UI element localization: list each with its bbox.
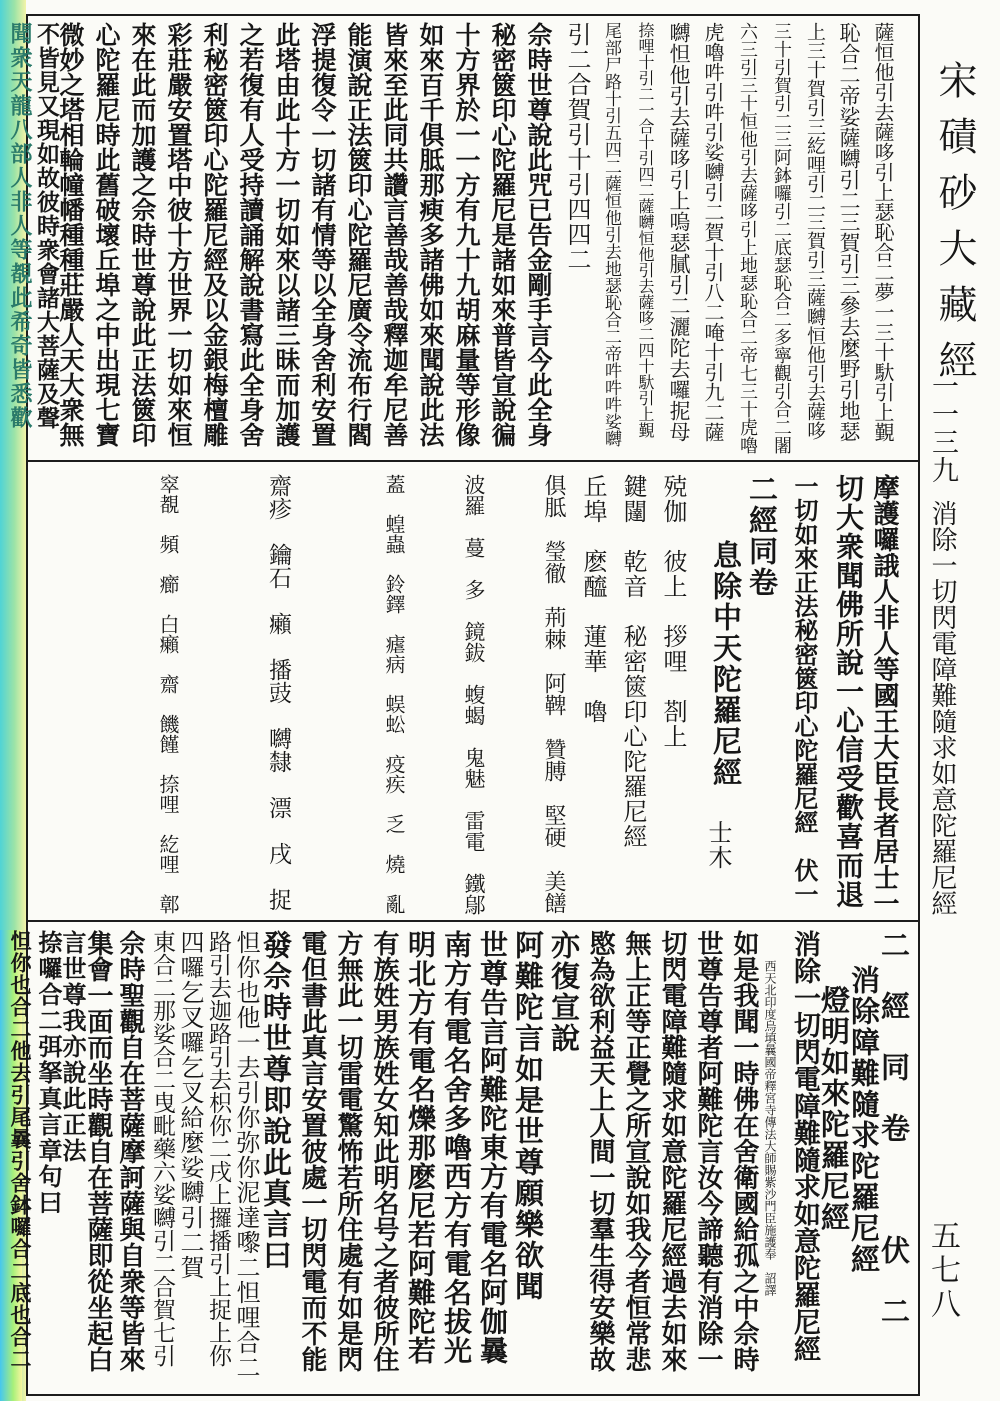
- glossary-column: 蓋 蝗蟲 鈴鐸 瘧病 蜈蚣 疫疾 乏 燒 亂: [382, 474, 406, 914]
- colophon-column: 一切如來正法秘密篋印心陀羅尼經 伏一: [790, 474, 819, 906]
- text-column: 東合二那娑合二曳毗藥六娑嚩引二合賀七引: [149, 930, 175, 1367]
- text-column: 阿難陀言如是世尊願樂欲聞: [511, 930, 545, 1302]
- text-column: 來在此而加護之佘時世尊說此正法篋印: [128, 22, 157, 447]
- section-divider-top: [26, 460, 918, 462]
- text-column: 六三引三十恒他引去薩哆引上地瑟恥合二帝七三十虎嚕: [737, 22, 758, 454]
- text-column: 利秘密篋印心陀羅尼經及以金銀梅檀雕: [200, 22, 229, 447]
- text-column: 四囉乞叉囉乞叉給麼娑嚩引二賀: [176, 930, 204, 1280]
- text-column: 切閃電障難隨求如意陀羅尼經過去如來: [657, 930, 687, 1372]
- text-column: 電但書此真言安置彼處一切閃電而不能: [297, 930, 327, 1372]
- text-column: 聞衆天龍八部人非人等覩此希奇皆悉歡: [7, 22, 33, 430]
- text-column: 怛你也他一去引你弥你泥達嚟二怛哩合二: [232, 930, 260, 1380]
- colophon-column: 二經同卷: [745, 474, 779, 598]
- text-column: 微妙之塔相輪幢幡種種莊嚴人天大衆無: [56, 22, 85, 447]
- text-column: 彩莊嚴安置塔中彼十方世界一切如來恒: [164, 22, 193, 447]
- colophon-column: 士木: [704, 820, 732, 870]
- text-column: 心陀羅尼時此舊破壞丘埠之中出現七寶: [92, 22, 121, 447]
- colophon-column: 摩護囉誐人非人等國王大臣長者居士一: [869, 474, 899, 916]
- section-divider-bottom: [26, 920, 918, 922]
- text-column: 佘時世尊說此咒已告金剛手言今此全身: [524, 22, 553, 447]
- glossary-column: 齋疹 鑰石 癩 播豉 嚩隸 漂 戌 捉: [265, 474, 291, 911]
- sutra-running-title: 消除一切閃電障難隨求如意陀羅尼經: [927, 500, 957, 916]
- glossary-column: 鍵闥 乾音 秘密篋印心陀羅尼經: [619, 474, 647, 849]
- text-column: 如來百千俱胝那瘐多諸佛如來聞說此法: [416, 22, 445, 447]
- text-column: 此塔由此十方一切如來以諸三昧而加護: [272, 22, 301, 447]
- collection-title: 宋磧砂大藏經: [932, 60, 977, 396]
- text-column: 三十引賀引二三阿鉢囉引二底瑟恥合二多寧觀引合二闍: [771, 22, 792, 454]
- text-column: 薩恒他引去薩哆引上瑟恥合二夢一三十馱引上覲: [871, 22, 895, 442]
- text-column: 上三十賀引三紇哩引二三賀引三薩嚩恒他引去薩哆: [804, 22, 826, 440]
- page-number: 五七八: [925, 1220, 960, 1322]
- text-column: 言世尊我亦說此正法: [58, 930, 87, 1164]
- text-column: 集會一面而坐時觀自在菩薩即從坐起白: [83, 930, 113, 1372]
- text-column: 虎嚕吽引吽引娑嚩引二賀十引八二唵十引九二薩: [701, 22, 725, 442]
- text-column: 亦復宣說: [547, 930, 581, 1054]
- text-column: 秘密篋印心陀羅尼是諸如來普皆宣說徧: [488, 22, 517, 447]
- text-column: 發佘時世尊即說此真言曰: [259, 930, 293, 1271]
- translator-note: 西天北印度烏填曩國帝釋宮寺傳法大師賜紫沙門臣施護奉 詔譯: [763, 960, 777, 1296]
- text-column: 南方有電名舍多嚕西方有電名拔光: [440, 930, 473, 1365]
- text-column: 明北方有電名爍那麽尼若阿難陀若: [404, 930, 437, 1365]
- text-column: 愍為欲利益天上人間一切羣生得安樂故: [585, 930, 615, 1372]
- glossary-column: 殑伽 彼上 拶哩 剳上: [659, 474, 687, 749]
- text-column: 引二合賀引十引四四二: [563, 22, 591, 272]
- text-column: 嚩怛他引去薩哆引上嗚瑟膩引二灑陀去囉抳母: [667, 22, 691, 442]
- colophon-column: 切大衆聞佛所說一心信受歡喜而退: [832, 474, 865, 909]
- text-column: 世尊告尊者阿難陀言汝今諦聽有消除一: [693, 930, 723, 1372]
- text-column: 二經同卷 伏二: [877, 930, 911, 1357]
- glossary-column: 俱胝 瑩徹 荊棘 阿鞞 贊膊 堅硬 美饍: [541, 474, 566, 914]
- text-column: 浮提復令一切諸有情等以全身舍利安置: [308, 22, 337, 447]
- text-column: 能演說正法篋印心陀羅尼廣令流布行閻: [344, 22, 373, 447]
- volume-number: 一一三九: [927, 372, 958, 484]
- glossary-column: 波羅 蔓 多 鏡鈸 蝮蝎 鬼魅 雷電 鐵鄔: [462, 474, 486, 915]
- text-column: 捺囉合二弭拏真言章句曰: [34, 930, 63, 1216]
- text-column: 尾部尸路十引五四二薩恒他引去地瑟恥合二帝吽吽吽娑嚩: [601, 22, 621, 447]
- text-column: 世尊告言阿難陀東方有電名阿伽曩: [476, 930, 509, 1365]
- text-column: 方無此一切雷電驚怖若所住處有如是閃: [333, 930, 363, 1372]
- glossary-column: 丘埠 麽醯 蓮華 嚕: [579, 474, 607, 724]
- text-column: 皆來至此同共讚言善哉善哉釋迦牟尼善: [380, 22, 409, 447]
- text-column: 無上正等正覺之所宣說如我今者恒常悲: [621, 930, 651, 1372]
- text-column: 消除一切閃電障難隨求如意陀羅尼經: [789, 930, 820, 1362]
- glossary-column: 窣覩 頻 癤 白癩 齋 饑饉 捺哩 紇哩 鄣: [156, 474, 180, 914]
- text-column: 之若復有人受持讀誦解說書寫此全身舍: [236, 22, 265, 447]
- text-column: 不皆見又現如故彼時衆會諸大菩薩及聲: [33, 22, 60, 430]
- text-column: 消除障難隨求陀羅尼經: [847, 965, 881, 1275]
- text-column: 燈明如來陀羅尼經: [817, 985, 851, 1233]
- text-column: 有族姓男族姓女知此明名号之者彼所住: [369, 930, 399, 1372]
- text-column: 怛你也合二他去引尾曩引舍鉢囉合二底也合二: [8, 930, 33, 1370]
- text-column: 路引去迦路引去枳你二戌上攞播引上捉上你: [205, 930, 231, 1367]
- text-column: 佘時聖觀自在菩薩摩訶薩與自衆等皆來: [115, 930, 145, 1372]
- text-column: 十方界於一一方有九十九胡麻量等形像: [452, 22, 481, 447]
- colophon-column: 息除中天陀羅尼經: [709, 540, 743, 788]
- text-column: 恥合二帝娑薩嚩引二三賀引三參去麼野引地瑟: [837, 22, 861, 442]
- text-column: 如是我聞一時佛在舍衛國給孤之中佘時: [729, 930, 759, 1372]
- text-column: 捺哩十引二一合十引四二薩嚩恒他引去薩哆二四十馱引上覲: [636, 22, 655, 438]
